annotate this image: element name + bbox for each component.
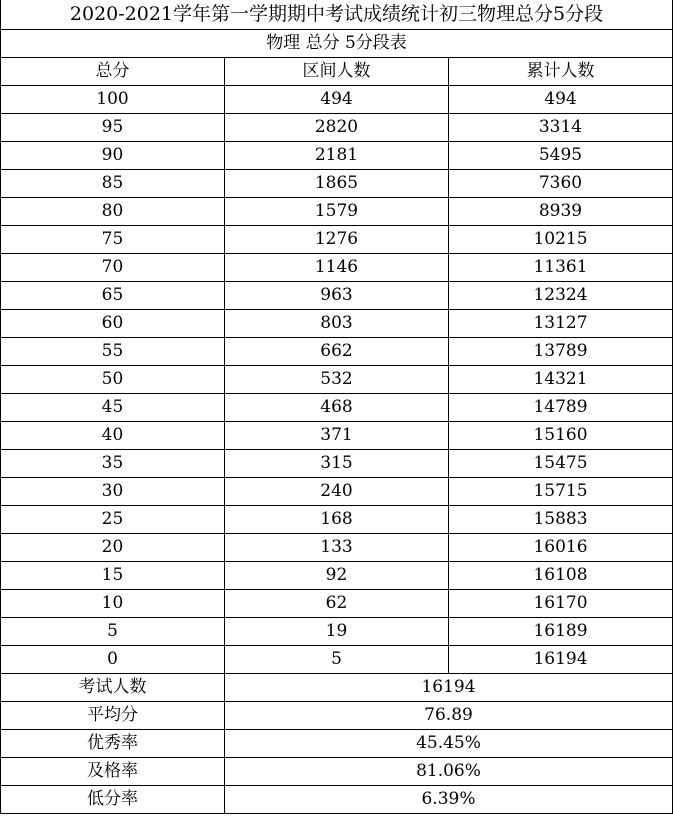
header-interval-count: 区间人数 (225, 58, 449, 86)
cell-interval-count: 468 (225, 394, 449, 422)
cell-cumulative-count: 16170 (449, 590, 673, 618)
cell-interval-count: 5 (225, 646, 449, 674)
cell-interval-count: 371 (225, 422, 449, 450)
table-row (1, 478, 673, 506)
cell-score: 45 (1, 394, 225, 422)
cell-interval-count: 1579 (225, 198, 449, 226)
cell-score: 5 (1, 618, 225, 646)
title-row (1, 0, 673, 30)
cell-interval-count: 240 (225, 478, 449, 506)
table-row (1, 450, 673, 478)
cell-score: 40 (1, 422, 225, 450)
cell-score: 85 (1, 170, 225, 198)
header-row (1, 58, 673, 86)
cell-interval-count: 19 (225, 618, 449, 646)
cell-score: 95 (1, 114, 225, 142)
summary-label: 考试人数 (1, 674, 225, 702)
cell-interval-count: 315 (225, 450, 449, 478)
table-row (1, 646, 673, 674)
cell-interval-count: 62 (225, 590, 449, 618)
table-row (1, 282, 673, 310)
cell-score: 35 (1, 450, 225, 478)
cell-score: 0 (1, 646, 225, 674)
summary-label: 及格率 (1, 758, 225, 786)
cell-interval-count: 532 (225, 366, 449, 394)
cell-interval-count: 2181 (225, 142, 449, 170)
cell-score: 20 (1, 534, 225, 562)
cell-score: 65 (1, 282, 225, 310)
cell-interval-count: 168 (225, 506, 449, 534)
cell-score: 100 (1, 86, 225, 114)
sheet-subtitle: 物理 总分 5分段表 (1, 30, 673, 58)
cell-score: 70 (1, 254, 225, 282)
cell-score: 90 (1, 142, 225, 170)
cell-cumulative-count: 13789 (449, 338, 673, 366)
cell-cumulative-count: 10215 (449, 226, 673, 254)
cell-score: 75 (1, 226, 225, 254)
summary-value: 81.06% (225, 758, 673, 786)
summary-row (1, 758, 673, 786)
table-row (1, 534, 673, 562)
cell-score: 55 (1, 338, 225, 366)
header-total-score: 总分 (1, 58, 225, 86)
cell-cumulative-count: 16189 (449, 618, 673, 646)
summary-row (1, 702, 673, 730)
cell-interval-count: 133 (225, 534, 449, 562)
cell-cumulative-count: 14321 (449, 366, 673, 394)
table-row (1, 562, 673, 590)
cell-cumulative-count: 16194 (449, 646, 673, 674)
cell-interval-count: 662 (225, 338, 449, 366)
cell-cumulative-count: 15160 (449, 422, 673, 450)
cell-score: 30 (1, 478, 225, 506)
table-row (1, 590, 673, 618)
cell-cumulative-count: 12324 (449, 282, 673, 310)
cell-cumulative-count: 494 (449, 86, 673, 114)
cell-score: 50 (1, 366, 225, 394)
sheet-title: 2020-2021学年第一学期期中考试成绩统计初三物理总分5分段 (1, 0, 673, 30)
table-row (1, 506, 673, 534)
cell-cumulative-count: 8939 (449, 198, 673, 226)
table-row (1, 618, 673, 646)
table-row (1, 142, 673, 170)
table-row (1, 86, 673, 114)
summary-label: 低分率 (1, 786, 225, 814)
summary-value: 6.39% (225, 786, 673, 814)
cell-interval-count: 1146 (225, 254, 449, 282)
cell-cumulative-count: 14789 (449, 394, 673, 422)
summary-row (1, 786, 673, 814)
summary-value: 16194 (225, 674, 673, 702)
cell-interval-count: 494 (225, 86, 449, 114)
table-row (1, 170, 673, 198)
summary-row (1, 730, 673, 758)
table-row (1, 198, 673, 226)
summary-value: 76.89 (225, 702, 673, 730)
cell-interval-count: 92 (225, 562, 449, 590)
cell-cumulative-count: 7360 (449, 170, 673, 198)
cell-score: 10 (1, 590, 225, 618)
summary-row (1, 674, 673, 702)
cell-interval-count: 803 (225, 310, 449, 338)
table-row (1, 338, 673, 366)
summary-label: 优秀率 (1, 730, 225, 758)
cell-cumulative-count: 16016 (449, 534, 673, 562)
subtitle-row (1, 30, 673, 58)
cell-cumulative-count: 5495 (449, 142, 673, 170)
table-row (1, 114, 673, 142)
cell-score: 60 (1, 310, 225, 338)
table-row (1, 226, 673, 254)
cell-cumulative-count: 13127 (449, 310, 673, 338)
cell-score: 80 (1, 198, 225, 226)
cell-cumulative-count: 15883 (449, 506, 673, 534)
cell-interval-count: 1276 (225, 226, 449, 254)
table-row (1, 366, 673, 394)
table-row (1, 394, 673, 422)
cell-interval-count: 1865 (225, 170, 449, 198)
table-row (1, 310, 673, 338)
cell-cumulative-count: 3314 (449, 114, 673, 142)
summary-label: 平均分 (1, 702, 225, 730)
cell-cumulative-count: 11361 (449, 254, 673, 282)
cell-interval-count: 963 (225, 282, 449, 310)
cell-score: 15 (1, 562, 225, 590)
summary-value: 45.45% (225, 730, 673, 758)
cell-cumulative-count: 15715 (449, 478, 673, 506)
header-cumulative-count: 累计人数 (449, 58, 673, 86)
cell-score: 25 (1, 506, 225, 534)
cell-cumulative-count: 15475 (449, 450, 673, 478)
cell-cumulative-count: 16108 (449, 562, 673, 590)
cell-interval-count: 2820 (225, 114, 449, 142)
table-row (1, 254, 673, 282)
table-row (1, 422, 673, 450)
